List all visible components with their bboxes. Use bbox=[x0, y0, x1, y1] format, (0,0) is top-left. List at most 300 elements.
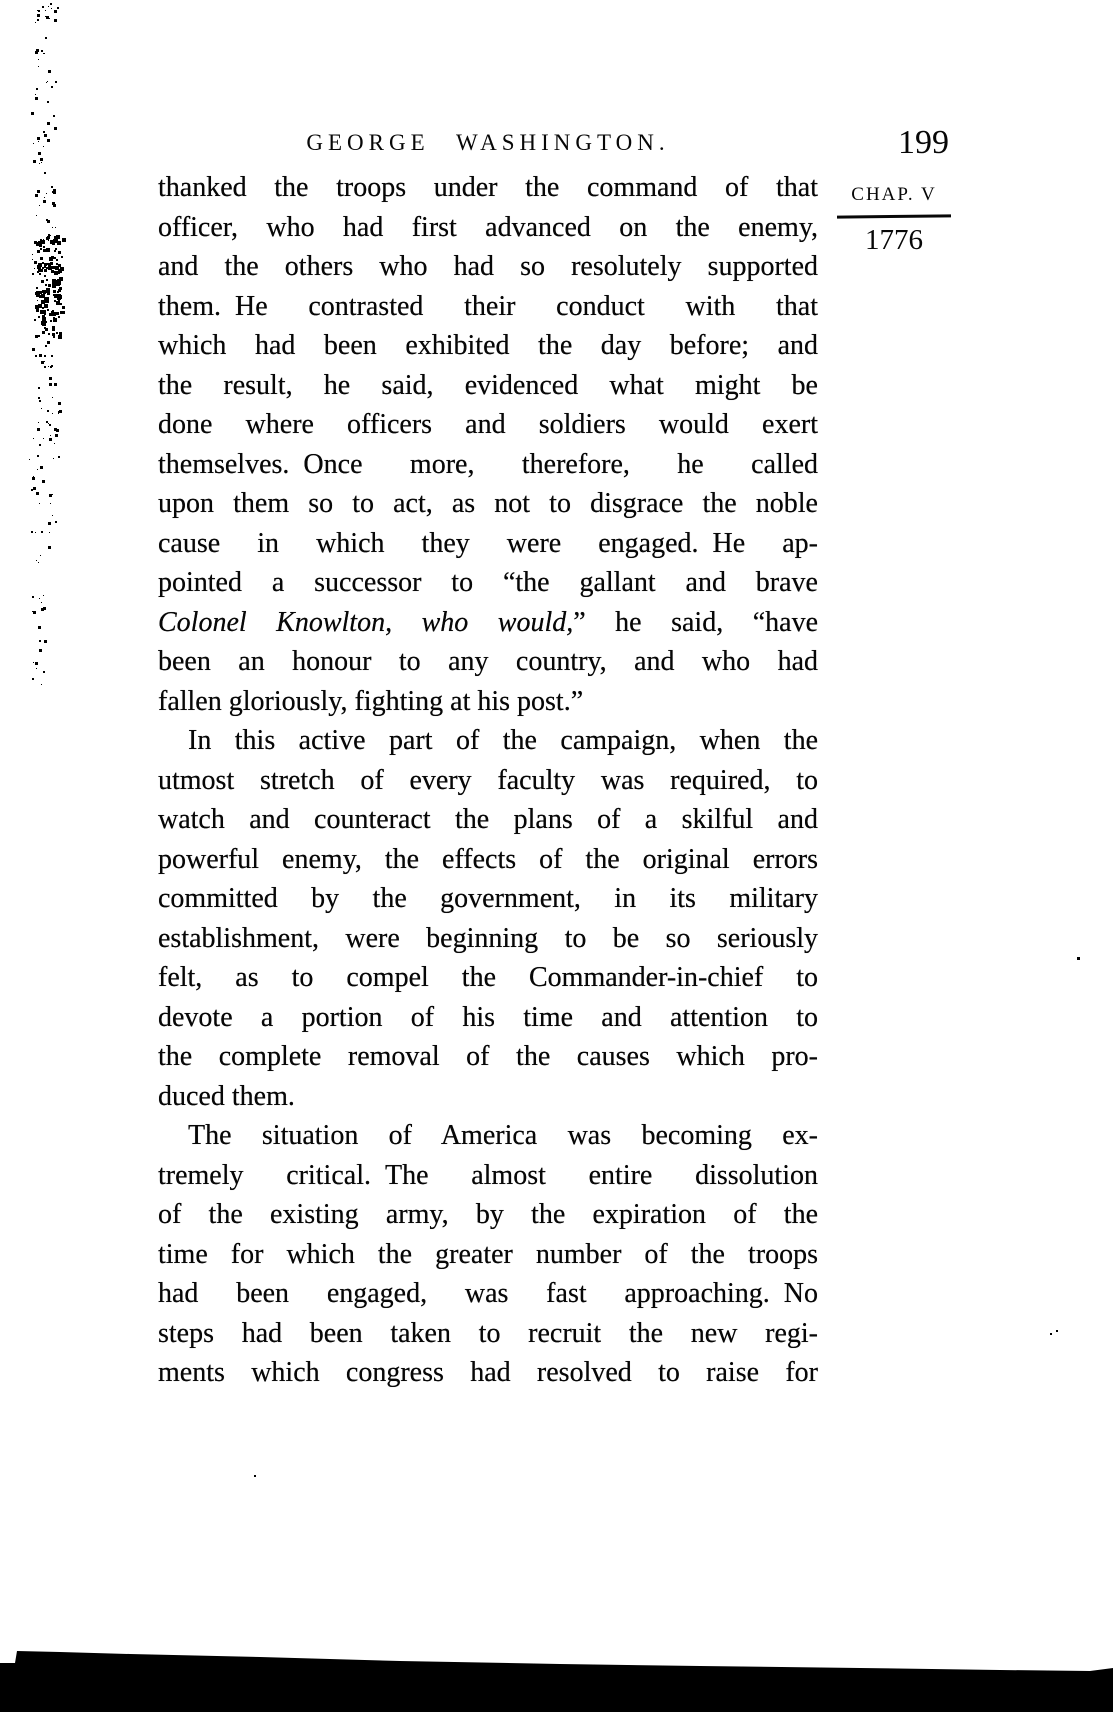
scan-speck bbox=[40, 310, 42, 312]
scan-speck bbox=[36, 88, 38, 90]
scan-speck bbox=[41, 602, 42, 603]
scan-speck bbox=[32, 259, 33, 260]
scan-speck bbox=[53, 204, 56, 207]
scan-speck bbox=[54, 127, 57, 130]
scan-speck bbox=[43, 310, 46, 313]
scan-speck bbox=[45, 284, 47, 286]
scan-speck bbox=[35, 335, 38, 338]
scan-speck bbox=[41, 361, 44, 364]
scan-speck bbox=[42, 322, 46, 326]
scan-speck bbox=[49, 424, 51, 426]
scan-speck bbox=[35, 305, 39, 309]
scan-speck bbox=[43, 246, 45, 248]
scan-speck bbox=[35, 662, 38, 665]
scan-speck bbox=[31, 112, 34, 115]
scan-speck bbox=[37, 300, 38, 301]
scan-speck bbox=[37, 190, 40, 193]
scan-speck bbox=[37, 250, 40, 253]
scan-speck bbox=[31, 489, 33, 491]
scan-speck bbox=[45, 37, 47, 39]
scan-speck bbox=[54, 250, 56, 252]
scan-speck bbox=[58, 299, 60, 301]
scan-speck bbox=[36, 492, 39, 495]
scan-band-bottom bbox=[0, 1640, 1113, 1712]
text-line: ments which congress had resolved to raise for bbox=[158, 1357, 818, 1388]
scan-speck bbox=[52, 242, 55, 245]
text-line: The situation of America was becoming ex- bbox=[188, 1120, 818, 1151]
scan-speck bbox=[40, 239, 42, 241]
scan-speck bbox=[45, 345, 47, 347]
scan-speck bbox=[1056, 1330, 1058, 1332]
scan-speck bbox=[36, 49, 39, 52]
scan-speck bbox=[44, 327, 46, 329]
scan-speck bbox=[50, 235, 51, 236]
scan-speck bbox=[51, 8, 52, 9]
scan-speck bbox=[51, 311, 53, 313]
scan-speck bbox=[49, 383, 52, 386]
scan-speck bbox=[39, 444, 41, 446]
scan-speck bbox=[37, 266, 40, 269]
scan-speck bbox=[33, 160, 36, 163]
scan-speck bbox=[37, 14, 40, 17]
scan-speck bbox=[41, 531, 43, 533]
scan-speck bbox=[40, 555, 41, 556]
scan-speck bbox=[56, 235, 60, 239]
scan-speck bbox=[55, 521, 57, 523]
scan-speck bbox=[60, 267, 64, 271]
scan-speck bbox=[44, 640, 47, 643]
text-line: upon them so to act, as not to disgrace the noble bbox=[158, 488, 818, 519]
scan-speck bbox=[42, 315, 45, 318]
scan-speck bbox=[34, 241, 37, 244]
scan-speck bbox=[54, 428, 57, 431]
scan-speck bbox=[53, 189, 56, 192]
scan-speck bbox=[49, 532, 50, 533]
scan-speck bbox=[44, 290, 47, 293]
scan-speck bbox=[42, 323, 44, 325]
scan-speck bbox=[46, 237, 49, 240]
scan-speck bbox=[55, 267, 58, 270]
scan-speck bbox=[33, 611, 36, 614]
scan-speck bbox=[43, 239, 44, 240]
scan-speck bbox=[62, 239, 64, 241]
scan-speck bbox=[58, 316, 60, 318]
scan-speck bbox=[51, 86, 53, 88]
scan-speck bbox=[34, 268, 35, 269]
scan-speck bbox=[43, 301, 45, 303]
scan-speck bbox=[52, 413, 53, 414]
text-line: cause in which they were engaged. He ap- bbox=[158, 527, 818, 559]
scan-speck bbox=[57, 291, 59, 293]
scan-speck bbox=[43, 607, 46, 610]
scan-speck bbox=[43, 595, 44, 596]
scan-speck bbox=[52, 202, 55, 205]
scan-speck bbox=[53, 239, 55, 241]
scan-speck bbox=[48, 236, 50, 238]
scan-speck bbox=[43, 249, 46, 252]
scan-speck bbox=[43, 291, 46, 294]
scan-speck bbox=[59, 410, 62, 413]
scan-speck bbox=[42, 318, 46, 322]
scan-speck bbox=[55, 266, 59, 270]
scan-speck bbox=[35, 22, 36, 23]
scan-speck bbox=[60, 311, 63, 314]
scan-speck bbox=[36, 309, 39, 312]
scan-speck bbox=[53, 458, 54, 459]
text-line: themselves. Once more, therefore, he called bbox=[158, 448, 818, 480]
scan-speck bbox=[44, 304, 48, 308]
scan-speck bbox=[34, 319, 36, 321]
scan-speck bbox=[1050, 1333, 1052, 1335]
scan-speck bbox=[39, 244, 42, 247]
scan-speck bbox=[57, 296, 61, 300]
scan-speck bbox=[48, 240, 49, 241]
scan-speck bbox=[55, 248, 57, 250]
scan-speck bbox=[50, 435, 51, 436]
scan-speck bbox=[44, 263, 47, 266]
scan-speck bbox=[50, 266, 53, 269]
text-line: which had been exhibited the day before; and bbox=[158, 330, 818, 361]
scan-speck bbox=[44, 172, 46, 174]
scan-speck bbox=[47, 292, 50, 295]
scan-speck bbox=[42, 6, 44, 8]
scan-speck bbox=[36, 287, 38, 289]
text-line bbox=[158, 603, 818, 643]
scan-speck bbox=[39, 640, 41, 642]
scan-speck bbox=[37, 271, 39, 273]
scan-speck bbox=[53, 266, 55, 268]
scan-speck bbox=[47, 122, 50, 125]
scan-speck bbox=[39, 354, 42, 357]
scan-speck bbox=[42, 262, 44, 264]
scan-speck bbox=[47, 309, 49, 311]
scan-speck bbox=[48, 333, 50, 335]
scan-speck bbox=[37, 455, 39, 457]
scan-speck bbox=[36, 291, 39, 294]
scan-speck bbox=[56, 313, 58, 315]
scan-speck bbox=[42, 320, 45, 323]
scan-speck bbox=[37, 19, 39, 21]
scan-speck bbox=[35, 194, 38, 197]
scan-speck bbox=[39, 400, 41, 402]
scan-speck bbox=[54, 327, 55, 328]
scan-speck bbox=[41, 162, 42, 163]
scan-speck bbox=[39, 291, 42, 294]
scan-speck bbox=[32, 477, 35, 480]
scan-speck bbox=[52, 328, 55, 331]
scan-speck bbox=[54, 271, 56, 273]
scan-speck bbox=[53, 290, 56, 293]
scan-speck bbox=[58, 251, 61, 254]
scan-speck bbox=[52, 266, 55, 269]
scan-speck bbox=[62, 312, 63, 313]
scan-speck bbox=[47, 236, 50, 239]
scan-speck bbox=[33, 438, 34, 439]
scan-speck bbox=[45, 299, 49, 303]
scan-speck bbox=[31, 531, 33, 533]
scan-speck bbox=[56, 259, 58, 261]
scan-speck bbox=[56, 332, 58, 334]
scan-speck bbox=[50, 366, 52, 368]
scan-speck bbox=[53, 279, 55, 281]
scan-speck bbox=[46, 248, 50, 252]
scan-speck bbox=[52, 515, 53, 516]
scan-speck bbox=[44, 269, 47, 272]
scan-speck bbox=[55, 282, 58, 285]
scan-speck bbox=[51, 186, 53, 188]
scan-speck bbox=[47, 101, 48, 102]
scan-speck bbox=[57, 271, 60, 274]
text-line: powerful enemy, the effects of the original errors bbox=[158, 843, 818, 875]
scan-speck bbox=[40, 257, 43, 260]
scan-speck bbox=[58, 413, 59, 414]
scan-speck bbox=[54, 236, 56, 238]
scan-speck bbox=[61, 256, 63, 258]
scan-speck bbox=[38, 141, 39, 142]
scan-speck bbox=[51, 355, 53, 357]
text-line: them. He contrasted their conduct with that bbox=[158, 290, 818, 322]
scan-speck bbox=[44, 361, 45, 362]
scan-speck bbox=[33, 662, 34, 663]
scan-speck bbox=[53, 284, 55, 286]
scan-speck bbox=[44, 355, 46, 357]
text-line: committed by the government, in its military bbox=[158, 883, 818, 914]
scan-speck bbox=[59, 277, 63, 281]
scan-speck bbox=[57, 279, 60, 282]
scan-speck bbox=[57, 7, 59, 9]
scan-speck bbox=[60, 303, 62, 305]
scan-speck bbox=[52, 310, 54, 312]
scan-speck bbox=[48, 263, 51, 266]
scan-speck bbox=[55, 227, 56, 228]
scan-speck bbox=[49, 496, 50, 497]
scan-speck bbox=[43, 671, 45, 673]
scan-speck bbox=[58, 335, 62, 339]
running-header: GEORGE WASHINGTON. bbox=[306, 130, 670, 155]
text-line: In this active part of the campaign, when the bbox=[188, 725, 818, 756]
scan-speck bbox=[44, 305, 46, 307]
text-line: utmost stretch of every faculty was required, to bbox=[158, 764, 818, 796]
scan-speck bbox=[52, 283, 55, 286]
scan-speck bbox=[47, 263, 49, 265]
scan-speck bbox=[36, 668, 37, 669]
scan-speck bbox=[47, 341, 50, 344]
scan-speck bbox=[33, 476, 34, 477]
scan-speck bbox=[44, 53, 45, 54]
scan-speck bbox=[1077, 957, 1080, 960]
scan-speck bbox=[47, 101, 49, 103]
scan-speck bbox=[39, 598, 40, 599]
scan-speck bbox=[38, 295, 39, 296]
scan-speck bbox=[42, 307, 44, 309]
text-segment: ” he said, “have bbox=[573, 606, 818, 638]
scan-speck bbox=[46, 193, 47, 194]
scan-speck bbox=[54, 300, 56, 302]
scan-speck bbox=[36, 242, 40, 246]
scan-speck bbox=[34, 261, 37, 264]
scan-speck bbox=[41, 280, 44, 283]
scan-speck bbox=[48, 423, 49, 424]
scan-speck bbox=[29, 459, 30, 460]
scan-speck bbox=[44, 134, 47, 137]
scan-speck bbox=[56, 429, 59, 432]
scan-speck bbox=[32, 611, 33, 612]
scan-speck bbox=[41, 684, 42, 685]
scan-speck bbox=[46, 288, 50, 292]
scan-speck bbox=[59, 287, 62, 290]
scan-speck bbox=[43, 131, 45, 133]
scan-speck bbox=[38, 304, 42, 308]
scan-speck bbox=[38, 241, 41, 244]
scan-speck bbox=[38, 59, 39, 60]
margin-rule bbox=[837, 214, 951, 218]
text-line: and the others who had so resolutely supported bbox=[158, 251, 818, 282]
text-line: officer, who had first advanced on the enemy, bbox=[158, 211, 818, 243]
scan-speck bbox=[52, 227, 53, 228]
scan-speck bbox=[50, 320, 52, 322]
text-block bbox=[158, 168, 818, 1393]
scan-speck bbox=[32, 273, 34, 275]
scan-speck bbox=[46, 279, 48, 281]
scan-speck bbox=[49, 313, 52, 316]
scan-speck bbox=[53, 294, 55, 296]
scan-speck bbox=[33, 143, 34, 144]
scan-speck bbox=[56, 280, 58, 282]
scan-speck bbox=[49, 18, 50, 19]
scan-speck bbox=[62, 306, 65, 309]
scan-speck bbox=[52, 257, 54, 259]
scan-speck bbox=[36, 215, 37, 216]
scan-speck bbox=[38, 66, 39, 67]
scan-speck bbox=[37, 428, 40, 431]
scan-speck bbox=[39, 163, 40, 164]
scan-speck bbox=[42, 331, 45, 334]
scan-speck bbox=[48, 522, 51, 525]
scan-speck bbox=[43, 146, 44, 147]
scan-speck bbox=[44, 197, 45, 198]
scan-speck bbox=[51, 256, 54, 259]
scan-speck bbox=[254, 1475, 256, 1477]
scan-speck bbox=[48, 70, 51, 73]
scan-speck bbox=[33, 487, 36, 490]
scan-speck bbox=[35, 94, 36, 95]
scan-speck bbox=[52, 191, 54, 193]
scan-speck bbox=[50, 240, 54, 244]
scan-speck bbox=[37, 137, 40, 140]
scan-speck bbox=[57, 241, 61, 245]
scan-speck bbox=[55, 81, 57, 83]
scan-speck bbox=[54, 19, 57, 22]
scan-speck bbox=[50, 262, 53, 265]
scan-speck bbox=[48, 266, 52, 270]
scan-speck bbox=[47, 220, 50, 223]
scan-speck bbox=[38, 316, 40, 318]
scan-speck bbox=[44, 313, 46, 315]
scan-speck bbox=[53, 191, 56, 194]
scan-speck bbox=[41, 294, 45, 298]
text-line: establishment, were beginning to be so seriously bbox=[158, 922, 818, 954]
scan-speck bbox=[39, 295, 42, 298]
scan-speck bbox=[38, 11, 39, 12]
scan-speck bbox=[48, 546, 51, 549]
scan-speck bbox=[58, 269, 62, 273]
scan-speck bbox=[43, 200, 46, 203]
margin-note bbox=[834, 184, 954, 257]
scan-speck bbox=[46, 219, 48, 221]
text-line: been an honour to any country, and who had bbox=[158, 646, 818, 677]
scan-speck bbox=[54, 271, 58, 275]
scan-speck bbox=[44, 266, 46, 268]
scan-speck bbox=[49, 377, 52, 380]
scan-speck bbox=[42, 480, 45, 483]
scan-speck bbox=[35, 51, 38, 54]
scan-speck bbox=[45, 321, 47, 323]
text-line: of the existing army, by the expiration of the bbox=[158, 1199, 818, 1230]
scan-speck bbox=[41, 50, 43, 52]
chapter-label: CHAP. V bbox=[851, 184, 937, 205]
text-line: pointed a successor to “the gallant and brave bbox=[158, 567, 818, 598]
scan-speck bbox=[38, 626, 41, 629]
scan-speck bbox=[39, 649, 42, 652]
scan-speck bbox=[52, 494, 53, 495]
scan-speck bbox=[32, 678, 34, 680]
scan-speck bbox=[38, 562, 39, 563]
scan-speck bbox=[32, 348, 35, 351]
scan-speck bbox=[40, 466, 43, 469]
scan-speck bbox=[37, 469, 38, 470]
scan-speck bbox=[44, 297, 48, 301]
scan-speck bbox=[37, 265, 41, 269]
margin-year: 1776 bbox=[865, 224, 923, 256]
scan-speck bbox=[38, 387, 40, 389]
scan-speck bbox=[44, 366, 46, 368]
scan-speck bbox=[56, 282, 60, 286]
scan-speck bbox=[52, 326, 55, 329]
scan-speck bbox=[58, 289, 61, 292]
scan-speck bbox=[38, 397, 40, 399]
scan-speck bbox=[54, 237, 58, 241]
scan-speck bbox=[48, 366, 49, 367]
scan-speck bbox=[45, 16, 46, 17]
scan-speck bbox=[49, 494, 52, 497]
scan-speck bbox=[45, 10, 46, 11]
scan-speck bbox=[53, 317, 55, 319]
scan-speck bbox=[57, 281, 61, 285]
text-line: time for which the greater number of the troops bbox=[158, 1238, 818, 1270]
text-line: tremely critical. The almost entire dissolution bbox=[158, 1159, 818, 1191]
scan-speck bbox=[58, 411, 60, 413]
scan-speck bbox=[52, 333, 55, 336]
scan-speck bbox=[37, 10, 38, 11]
scan-speck bbox=[54, 127, 56, 129]
scan-speck bbox=[48, 234, 50, 236]
scan-speck bbox=[35, 355, 37, 357]
scan-speck bbox=[58, 241, 60, 243]
scan-speck bbox=[38, 152, 41, 155]
scan-speck bbox=[47, 16, 48, 17]
scan-speck bbox=[54, 257, 56, 259]
scan-speck bbox=[37, 265, 39, 267]
scan-speck bbox=[35, 532, 36, 533]
scan-speck bbox=[58, 295, 62, 299]
scan-speck bbox=[49, 257, 53, 261]
scan-speck bbox=[54, 240, 57, 243]
scan-speck bbox=[35, 97, 38, 100]
scan-speck bbox=[39, 503, 40, 504]
scan-speck bbox=[51, 365, 53, 367]
scan-speck bbox=[53, 115, 55, 117]
scan-speck bbox=[40, 158, 43, 161]
